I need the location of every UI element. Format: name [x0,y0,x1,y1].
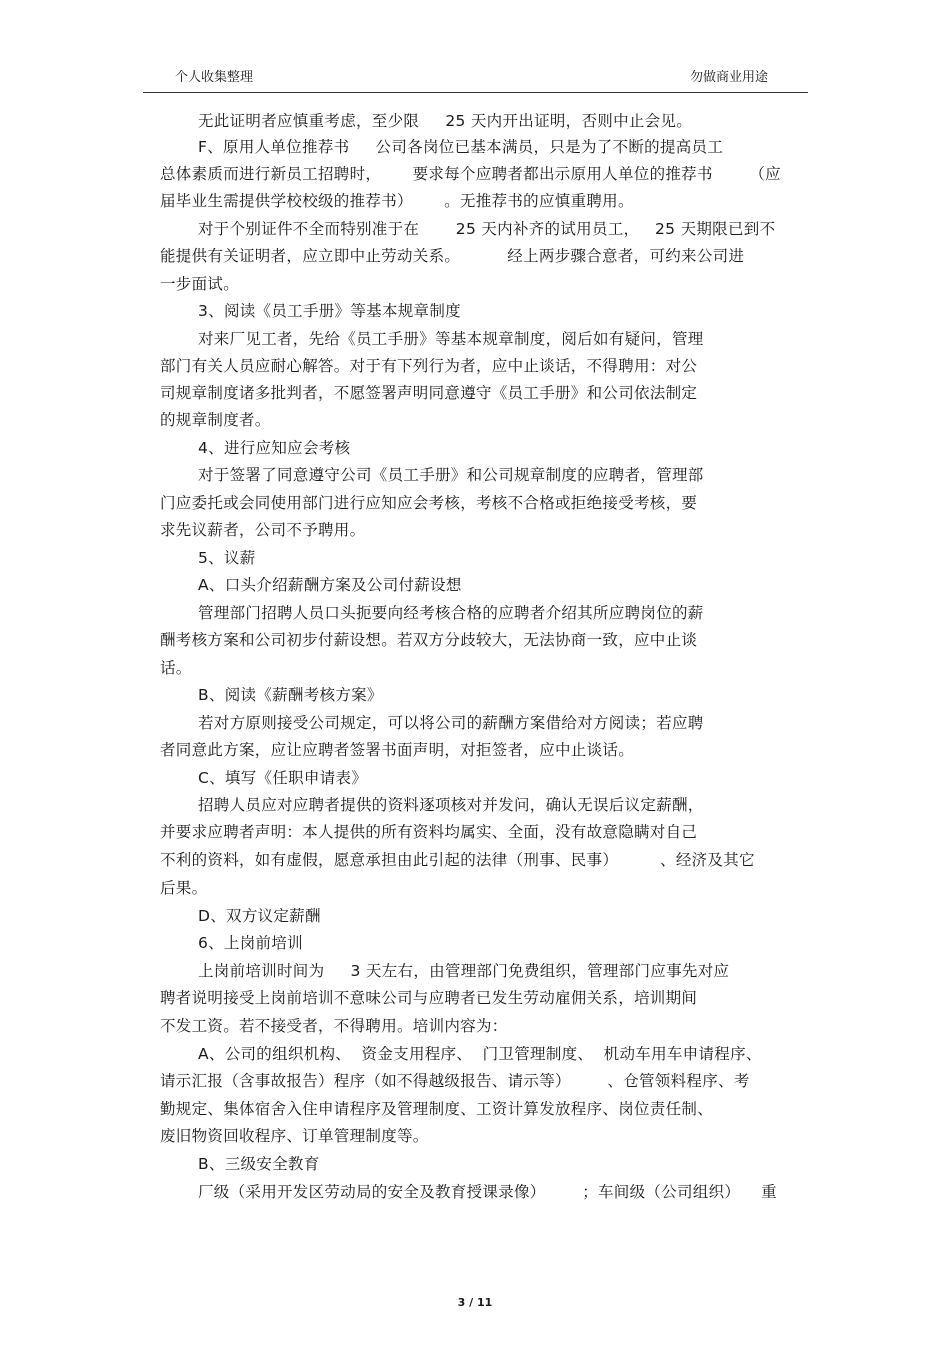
text-line: 若对方原则接受公司规定，可以将公司的薪酬方案借给对方阅读；若应聘 [198,714,704,732]
text-line: 无此证明者应慎重考虑，至少限 25 天内开出证明，否则中止会见。 [198,112,693,130]
text-line: 部门有关人员应耐心解答。对于有下列行为者，应中止谈话，不得聘用：对公 [160,357,698,375]
text-line: 3、阅读《员工手册》等基本规章制度 [198,302,461,320]
header-left-text: 个人收集整理 [175,70,254,85]
text-line: B、阅读《薪酬考核方案》 [198,686,383,704]
text-line: 并要求应聘者声明：本人提供的所有资料均属实、全面，没有故意隐瞒对自己 [160,823,698,841]
text-line: 者同意此方案，应让应聘者签署书面声明，对拒签者，应中止谈话。 [160,741,635,759]
text-line: 勤规定、集体宿舍入住申请程序及管理制度、工资计算发放程序、岗位责任制、 [160,1100,714,1118]
text-line: 后果。 [160,879,208,897]
text-line: 聘者说明接受上岗前培训不意味公司与应聘者已发生劳动雇佣关系，培训期间 [160,989,698,1007]
text-line: A、公司的组织机构、 资金支用程序、 门卫管理制度、 机动车用车申请程序、 [198,1045,762,1063]
text-line: B、三级安全教育 [198,1155,320,1173]
text-line: 酬考核方案和公司初步付薪设想。若双方分歧较大，无法协商一致，应中止谈 [160,631,698,649]
text-line: 不利的资料，如有虚假，愿意承担由此引起的法律（刑事、民事） 、经济及其它 [160,851,755,869]
text-line: C、填写《任职申请表》 [198,769,368,787]
text-line: 求先议薪者，公司不予聘用。 [160,521,366,539]
text-line: 司规章制度诸多批判者，不愿签署声明同意遵守《员工手册》和公司依法制定 [160,384,698,402]
text-line: 4、进行应知应会考核 [198,439,351,457]
text-line: 请示汇报（含事故报告）程序（如不得越级报告、请示等） 、仓管领料程序、考 [160,1072,750,1090]
text-line: D、双方议定薪酬 [198,907,321,925]
text-line: 能提供有关证明者，应立即中止劳动关系。 经上两步骤合意者，可约来公司进 [160,247,745,265]
header-right-text: 勿做商业用途 [689,70,768,85]
text-line: 的规章制度者。 [160,411,271,429]
page-header [143,60,808,93]
text-line: 6、上岗前培训 [198,934,303,952]
text-line: F、原用人单位推荐书 公司各岗位已基本满员，只是为了不断的提高员工 [198,138,724,156]
text-line: 5、议薪 [198,549,256,567]
text-line: 总体素质而进行新员工招聘时， 要求每个应聘者都出示原用人单位的推荐书 （应 [160,165,781,183]
text-line: 对于签署了同意遵守公司《员工手册》和公司规章制度的应聘者，管理部 [198,466,704,484]
text-line: 管理部门招聘人员口头扼要向经考核合格的应聘者介绍其所应聘岗位的薪 [198,604,704,622]
text-line: 招聘人员应对应聘者提供的资料逐项核对并发问，确认无误后议定薪酬， [198,796,704,814]
text-line: 对来厂见工者，先给《员工手册》等基本规章制度，阅后如有疑问，管理 [198,330,704,348]
text-line: 对于个别证件不全而特别准于在 25 天内补齐的试用员工， 25 天期限已到不 [198,220,776,238]
text-line: A、口头介绍薪酬方案及公司付薪设想 [198,576,462,594]
text-line: 门应委托或会同使用部门进行应知应会考核，考核不合格或拒绝接受考核，要 [160,494,698,512]
text-line: 不发工资。若不接受者，不得聘用。培训内容为： [160,1017,508,1035]
text-line: 厂级（采用开发区劳动局的安全及教育授课录像） ；车间级（公司组织） 重 [198,1183,777,1201]
text-line: 上岗前培训时间为 3 天左右，由管理部门免费组织，管理部门应事先对应 [198,962,730,980]
text-line: 一步面试。 [160,275,240,293]
page-number: 3 / 11 [457,1296,493,1309]
text-line: 话。 [160,659,192,677]
text-line: 届毕业生需提供学校校级的推荐书） 。无推荐书的应慎重聘用。 [160,192,634,210]
text-line: 废旧物资回收程序、订单管理制度等。 [160,1127,429,1145]
